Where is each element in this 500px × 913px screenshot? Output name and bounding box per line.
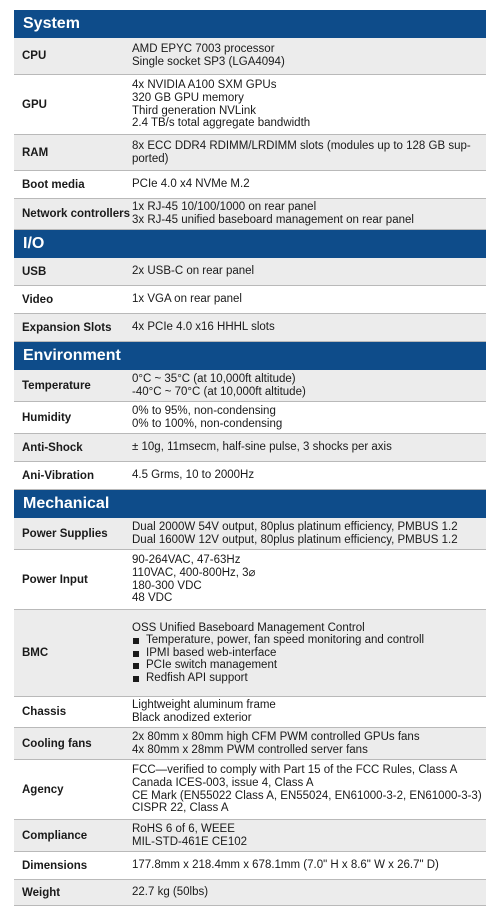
- bullet-item: Redfish API support: [132, 672, 486, 685]
- spec-row: [14, 434, 486, 462]
- spec-label: Power Supplies: [22, 527, 108, 540]
- section-system: [14, 10, 486, 230]
- spec-value: [132, 371, 486, 400]
- spec-row: [14, 258, 486, 286]
- spec-row: [14, 518, 486, 550]
- spec-label: Boot media: [22, 178, 85, 191]
- spec-value: [132, 138, 486, 167]
- spec-label: Power Input: [22, 573, 88, 586]
- spec-value-line: FCC—verified to comply with Part 15 of the FCC Rules, Class A: [132, 764, 458, 777]
- spec-value-line: 22.7 kg (50lbs): [132, 886, 209, 899]
- spec-value: [132, 519, 486, 548]
- spec-value-line: 320 GB GPU memory: [132, 91, 244, 104]
- spec-value: [132, 291, 486, 308]
- spec-row: [14, 820, 486, 852]
- spec-value-line: OSS Unified Baseboard Management Control: [132, 621, 365, 634]
- spec-value-line: 177.8mm x 218.4mm x 678.1mm (7.0" H x 8.6" W x 26.7" D): [132, 859, 439, 872]
- spec-value-line: 4.5 Grms, 10 to 2000Hz: [132, 469, 255, 482]
- spec-label: Agency: [22, 783, 64, 796]
- spec-value: [132, 77, 486, 131]
- spec-value-line: Third generation NVLink: [132, 104, 257, 117]
- spec-value: [132, 821, 486, 850]
- spec-value-line: Lightweight aluminum frame: [132, 699, 276, 712]
- spec-value-line: Canada ICES-003, issue 4, Class A: [132, 776, 314, 789]
- spec-row: [14, 75, 486, 135]
- spec-row: [14, 314, 486, 342]
- spec-value-line: 0°C ~ 35°C (at 10,000ft altitude): [132, 372, 296, 385]
- section-header: I/O: [14, 230, 486, 258]
- bullet-item: Temperature, power, fan speed monitoring and controll: [132, 634, 486, 647]
- spec-value-line: 4x 80mm x 28mm PWM controlled server fans: [132, 743, 368, 756]
- spec-value: [132, 263, 486, 280]
- spec-value-line: Single socket SP3 (LGA4094): [132, 56, 285, 68]
- spec-value-line: RoHS 6 of 6, WEEE: [132, 822, 235, 835]
- spec-label: Ani-Vibration: [22, 469, 94, 482]
- spec-value: [132, 176, 486, 193]
- spec-value-line: 1x RJ-45 10/100/1000 on rear panel: [132, 201, 317, 214]
- spec-row: [14, 402, 486, 434]
- spec-label: Weight: [22, 886, 61, 899]
- spec-value-line: 1x VGA on rear panel: [132, 293, 242, 306]
- spec-label: Video: [22, 293, 54, 306]
- bullet-item: IPMI based web-interface: [132, 647, 486, 660]
- spec-row: [14, 199, 486, 230]
- spec-value-line: MIL-STD-461E CE102: [132, 835, 248, 848]
- spec-row: [14, 610, 486, 697]
- spec-label: Network controllers: [22, 208, 130, 220]
- spec-value: [132, 552, 486, 606]
- spec-label: Cooling fans: [22, 737, 92, 750]
- spec-row: [14, 550, 486, 610]
- spec-label: BMC: [22, 647, 49, 659]
- spec-value-line: 2x 80mm x 80mm high CFM PWM controlled GPUs fans: [132, 730, 420, 743]
- spec-value-line: Dual 1600W 12V output, 80plus platinum efficiency, PMBUS 1.2: [132, 533, 458, 546]
- section-header: Mechanical: [14, 490, 486, 518]
- spec-row: [14, 38, 486, 75]
- spec-row: [14, 852, 486, 880]
- spec-value-line: 0% to 95%, non-condensing: [132, 404, 276, 417]
- spec-value-line: ± 10g, 11msecm, half-sine pulse, 3 shocks per axis: [132, 441, 392, 454]
- spec-value-line: 90-264VAC, 47-63Hz: [132, 554, 241, 567]
- spec-label: Dimensions: [22, 859, 88, 872]
- spec-value-line: 0% to 100%, non-condensing: [132, 417, 283, 430]
- spec-value-line: Black anodized exterior: [132, 712, 252, 724]
- section-environment: [14, 342, 486, 490]
- spec-label: Anti-Shock: [22, 441, 83, 454]
- spec-value-line: CE Mark (EN55022 Class A, EN55024, EN61000-3-2, EN61000-3-3): [132, 789, 482, 802]
- section-header: System: [14, 10, 486, 38]
- spec-value: [132, 319, 486, 336]
- spec-row: [14, 728, 486, 760]
- spec-value-line: 3x RJ-45 unified baseboard management on rear panel: [132, 214, 414, 226]
- bullet-list: [132, 634, 486, 684]
- bullet-item: PCIe switch management: [132, 659, 486, 672]
- section-header: Environment: [14, 342, 486, 370]
- spec-value-line: 8x ECC DDR4 RDIMM/LRDIMM slots (modules up to 128 GB sup-ported): [132, 139, 471, 165]
- spec-value-line: 2.4 TB/s total aggregate bandwidth: [132, 117, 311, 130]
- spec-value-line: 2x USB-C on rear panel: [132, 265, 255, 278]
- spec-value: [132, 41, 486, 70]
- spec-label: CPU: [22, 50, 47, 62]
- spec-row: [14, 171, 486, 199]
- spec-value: [132, 439, 486, 456]
- spec-value-line: 180-300 VDC: [132, 579, 202, 592]
- spec-value: [132, 857, 486, 874]
- spec-row: [14, 135, 486, 171]
- spec-value-line: 4x PCIe 4.0 x16 HHHL slots: [132, 321, 275, 334]
- spec-row: [14, 880, 486, 906]
- spec-row: [14, 760, 486, 820]
- spec-label: GPU: [22, 98, 47, 111]
- spec-row: [14, 286, 486, 314]
- spec-value: [132, 467, 486, 484]
- spec-value-line: PCIe 4.0 x4 NVMe M.2: [132, 178, 250, 191]
- spec-label: Temperature: [22, 379, 91, 392]
- spec-row: [14, 370, 486, 402]
- spec-value-line: 4x NVIDIA A100 SXM GPUs: [132, 79, 277, 92]
- spec-value-line: AMD EPYC 7003 processor: [132, 43, 275, 56]
- spec-row: [14, 697, 486, 728]
- spec-value: [132, 762, 486, 816]
- spec-label: Compliance: [22, 829, 88, 842]
- spec-value-line: -40°C ~ 70°C (at 10,000ft altitude): [132, 385, 306, 398]
- spec-value: [132, 620, 486, 687]
- spec-value: [132, 884, 486, 901]
- spec-value: [132, 199, 486, 228]
- section-i-o: [14, 230, 486, 342]
- spec-label: Humidity: [22, 411, 72, 424]
- section-mechanical: [14, 490, 486, 906]
- spec-label: USB: [22, 265, 47, 278]
- spec-value: [132, 697, 486, 726]
- spec-value-line: Dual 2000W 54V output, 80plus platinum efficiency, PMBUS 1.2: [132, 520, 458, 533]
- spec-label: Expansion Slots: [22, 321, 112, 334]
- spec-value-line: CISPR 22, Class A: [132, 802, 229, 815]
- spec-row: [14, 462, 486, 490]
- spec-label: RAM: [22, 146, 49, 159]
- spec-value-line: 110VAC, 400-800Hz, 3⌀: [132, 566, 256, 579]
- spec-value-line: 48 VDC: [132, 592, 173, 605]
- spec-value: [132, 403, 486, 432]
- spec-value: [132, 729, 486, 758]
- spec-label: Chassis: [22, 706, 67, 718]
